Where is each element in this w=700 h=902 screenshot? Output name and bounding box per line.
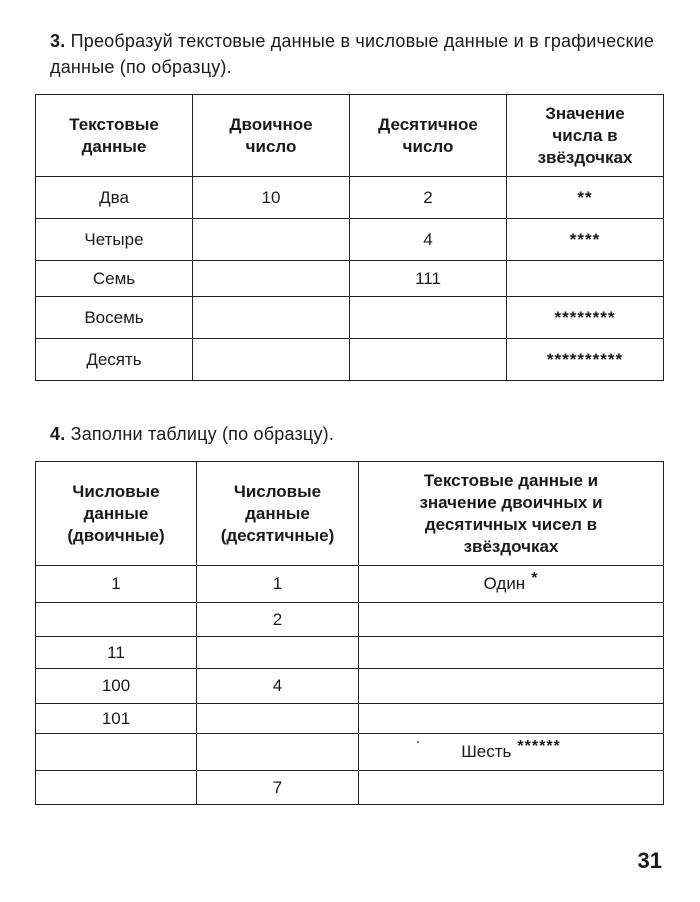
header-decimal: Десятичное число xyxy=(350,95,507,177)
text-cell: Восемь xyxy=(36,297,193,339)
header-binary: Двоичное число xyxy=(193,95,350,177)
decimal-cell[interactable]: 4 xyxy=(350,219,507,261)
binary-cell[interactable] xyxy=(193,339,350,381)
table-row xyxy=(36,339,664,381)
stars-value: ****** xyxy=(517,738,561,755)
text-value: Шесть xyxy=(461,742,512,761)
task-3-header-row xyxy=(36,95,664,177)
task-4-table xyxy=(35,461,664,805)
header-stars: Значение числа в звёздочках xyxy=(507,95,664,177)
stars-value: * xyxy=(531,570,539,587)
text-stars-cell[interactable] xyxy=(359,637,664,669)
text-stars-cell[interactable] xyxy=(359,734,664,771)
table-row xyxy=(36,669,664,704)
binary-cell[interactable] xyxy=(36,771,197,805)
decimal-cell[interactable]: 4 xyxy=(197,669,359,704)
text-stars-cell[interactable] xyxy=(359,771,664,805)
text-cell: Два xyxy=(36,177,193,219)
decimal-cell[interactable] xyxy=(197,704,359,734)
binary-cell[interactable]: 101 xyxy=(36,704,197,734)
table-row xyxy=(36,704,664,734)
decimal-cell[interactable] xyxy=(350,339,507,381)
table-row xyxy=(36,219,664,261)
stray-dot xyxy=(417,741,419,743)
text-value: Один xyxy=(483,574,526,593)
stars-cell[interactable]: **** xyxy=(507,219,664,261)
task-4-number: 4. xyxy=(50,424,66,444)
text-stars-cell[interactable] xyxy=(359,603,664,637)
text-cell: Семь xyxy=(36,261,193,297)
table-row xyxy=(36,261,664,297)
text-cell: Четыре xyxy=(36,219,193,261)
stars-cell[interactable] xyxy=(507,261,664,297)
table-row xyxy=(36,177,664,219)
decimal-cell[interactable]: 2 xyxy=(197,603,359,637)
text-stars-cell[interactable] xyxy=(359,566,664,603)
stars-cell[interactable]: ********** xyxy=(507,339,664,381)
table-row xyxy=(36,566,664,603)
decimal-cell[interactable] xyxy=(197,734,359,771)
header-text-stars: Текстовые данные и значение двоичных и десятичных чисел в звёздочках xyxy=(359,462,664,566)
page-number: 31 xyxy=(637,848,662,873)
binary-cell[interactable] xyxy=(193,297,350,339)
binary-cell[interactable] xyxy=(36,603,197,637)
task-3-text: Преобразуй текстовые данные в числовые данные и в графические данные (по образцу). xyxy=(50,31,655,77)
binary-cell[interactable] xyxy=(193,261,350,297)
task-3-heading xyxy=(50,28,680,80)
table-row xyxy=(36,734,664,771)
binary-cell[interactable]: 11 xyxy=(36,637,197,669)
binary-cell[interactable] xyxy=(36,734,197,771)
text-stars-cell[interactable] xyxy=(359,704,664,734)
decimal-cell[interactable]: 7 xyxy=(197,771,359,805)
text-cell: Десять xyxy=(36,339,193,381)
binary-cell[interactable] xyxy=(193,219,350,261)
task-4-header-row xyxy=(36,462,664,566)
header-binary-data: Числовые данные (двоичные) xyxy=(36,462,197,566)
decimal-cell[interactable]: 111 xyxy=(350,261,507,297)
task-3-table xyxy=(35,94,664,381)
stars-cell[interactable]: ** xyxy=(507,177,664,219)
header-text-data: Текстовые данные xyxy=(36,95,193,177)
table-row xyxy=(36,637,664,669)
binary-cell[interactable]: 10 xyxy=(193,177,350,219)
decimal-cell[interactable]: 2 xyxy=(350,177,507,219)
header-decimal-data: Числовые данные (десятичные) xyxy=(197,462,359,566)
decimal-cell[interactable] xyxy=(350,297,507,339)
decimal-cell[interactable] xyxy=(197,637,359,669)
decimal-cell[interactable]: 1 xyxy=(197,566,359,603)
task-4-heading xyxy=(50,421,680,447)
table-row xyxy=(36,771,664,805)
binary-cell[interactable]: 100 xyxy=(36,669,197,704)
table-row xyxy=(36,297,664,339)
binary-cell[interactable]: 1 xyxy=(36,566,197,603)
task-3-number: 3. xyxy=(50,31,66,51)
text-stars-cell[interactable] xyxy=(359,669,664,704)
task-4-text: Заполни таблицу (по образцу). xyxy=(70,424,335,444)
table-row xyxy=(36,603,664,637)
stars-cell[interactable]: ******** xyxy=(507,297,664,339)
